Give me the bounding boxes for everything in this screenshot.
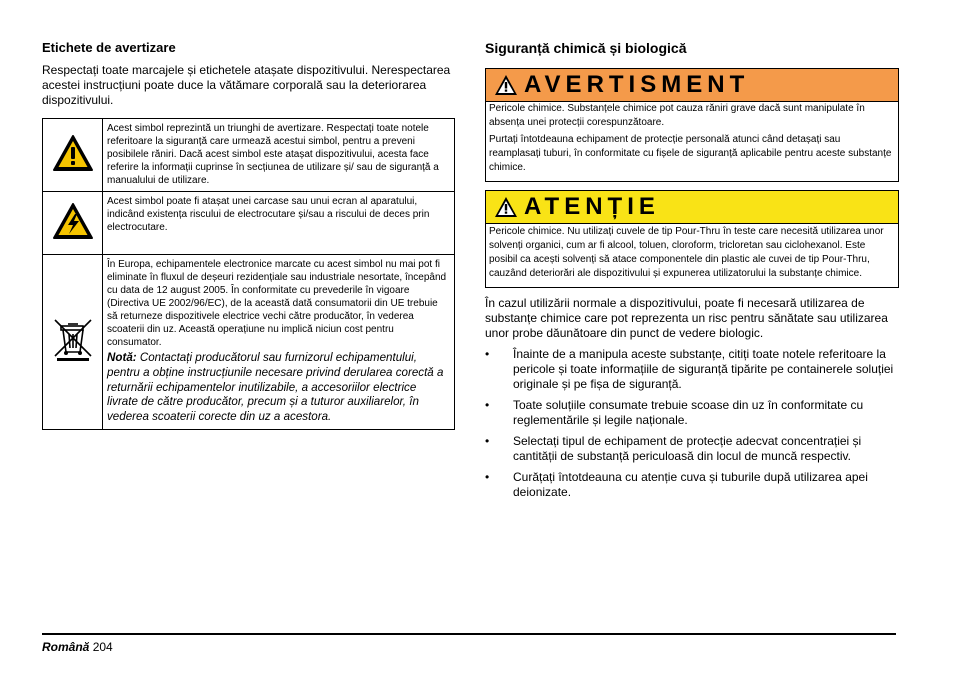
icon-cell [43, 192, 103, 255]
bullet-glyph: • [485, 398, 490, 412]
bullet-glyph: • [485, 347, 490, 361]
row-text: Acest simbol reprezintă un triunghi de avertizare. Respectați toate notele referitoare la siguranță care urmează acestui simbol, pentru a preveni posibilele răniri. Dacă acest simbol este atașat dispozitivului, acesta face referire la informații cuprinse în secțiunea de utilizare și/ sau de siguranță a manualului de utilizare. [103, 119, 455, 192]
note-body: Contactați producătorul sau furnizorul echipamentului, pentru a obține instrucțiunile necesare privind derularea corectă a returnării echipamentelor inutilizabile, a accesoriilor electrice livrate de către producător, precum și a tuturor auxiliarelor, în vederea scoaterii corecte din uz a acestora. [107, 351, 444, 424]
electric-shock-icon [52, 202, 94, 240]
bullet-text: Selectați tipul de echipament de protecție adecvat concentrației și cantității de substanță periculoasă din locul de muncă respectiv. [513, 434, 862, 463]
footer-page-number: 204 [92, 640, 113, 654]
warning-title: AVERTISMENT [524, 71, 750, 98]
footer-divider [42, 633, 896, 635]
caution-body [486, 224, 898, 287]
warning-paragraph: Purtați întotdeauna echipament de protecție personală atunci când detașați sau reamplasați tuburi, în conformitate cu fișele de siguranță aplicabile pentru aceste substanțe chimice. [489, 134, 892, 173]
weee-crossed-bin-icon [51, 316, 95, 362]
caution-paragraph: Pericole chimice. Nu utilizați cuvele de tip Pour-Thru în teste care necesită utilizarea unor solvenți organici, cum ar fi alcool, toluen, cloroform, tricloretan sau ciclohexanol. Este posibil ca acești solvenți să atace componentele din plastic ale cuvei de tip Pour-Thru, cauzând deteriorări ale dispozitivului și expunerea utilizatorului la substanțe chimice. [489, 226, 884, 279]
section-heading-chemical-safety: Siguranță chimică și biologică [485, 40, 687, 56]
chemical-body-paragraph: În cazul utilizării normale a dispozitivului, poate fi necesară utilizarea de substanțe chimice care pot reprezenta un risc pentru sănătate sau utilizarea unor probe dăunătoare din punct de vedere biologic. [485, 296, 888, 340]
page-footer [42, 640, 113, 654]
warning-body [486, 102, 898, 181]
weee-note [107, 351, 448, 425]
right-column [485, 40, 899, 506]
safety-bullet-list [485, 347, 899, 500]
caution-banner [486, 191, 898, 224]
icon-cell [43, 255, 103, 430]
warning-paragraph: Pericole chimice. Substanțele chimice pot cauza răniri grave dacă sunt manipulate în absența unei protecții corespunzătoare. [489, 103, 865, 128]
section-heading-warning-labels: Etichete de avertizare [42, 40, 176, 55]
bullet-text: Toate soluțiile consumate trebuie scoase din uz în conformitate cu reglementările și legile naționale. [513, 398, 864, 427]
table-row [43, 255, 455, 430]
table-row [43, 192, 455, 255]
row-text [103, 255, 455, 430]
bullet-glyph: • [485, 470, 490, 484]
warning-banner [486, 69, 898, 102]
row-text: Acest simbol poate fi atașat unei carcase sau unui ecran al aparatului, indicând existența riscului de electrocutare și/sau a riscului de deces prin electrocutare. [103, 192, 455, 255]
bullet-text: Curățați întotdeauna cu atenție cuva și tuburile după utilizarea apei deionizate. [513, 470, 868, 499]
intro-paragraph: Respectați toate marcajele și etichetele atașate dispozitivului. Nerespectarea acestei instrucțiuni poate duce la vătămare corporală sau la deteriorarea dispozitivului. [42, 63, 451, 107]
bullet-text: Înainte de a manipula aceste substanțe, citiți toate notele referitoare la pericole și toate informațiile de siguranță tipărite pe containerele soluției originale și pe fișa de siguranță. [513, 347, 894, 391]
caution-title: ATENȚIE [524, 193, 660, 220]
list-item [485, 434, 899, 464]
warning-triangle-icon [494, 196, 518, 218]
table-row [43, 119, 455, 192]
weee-description: În Europa, echipamentele electronice marcate cu acest simbol nu mai pot fi eliminate în fluxul de deșeuri rezidențiale sau industriale nesortate, începând cu data de 12 august 2005. În conformitate cu prevederile în vigoare (Directiva UE 2002/96/EC), de la această dată consumatorii din UE trebuie să returneze dispozitivele electrice vechi către producător, în vederea scoaterii din uz. Această operațiune nu implică niciun cost pentru consumator. [107, 259, 447, 348]
caution-box [485, 190, 899, 288]
symbols-table [42, 118, 455, 430]
footer-language: Română [42, 640, 90, 654]
note-label: Notă: [107, 351, 137, 364]
warning-triangle-icon [494, 74, 518, 96]
bullet-glyph: • [485, 434, 490, 448]
list-item [485, 398, 899, 428]
left-column [42, 40, 455, 430]
warning-triangle-icon [52, 134, 94, 172]
icon-cell [43, 119, 103, 192]
list-item [485, 470, 899, 500]
list-item [485, 347, 899, 392]
warning-box [485, 68, 899, 182]
